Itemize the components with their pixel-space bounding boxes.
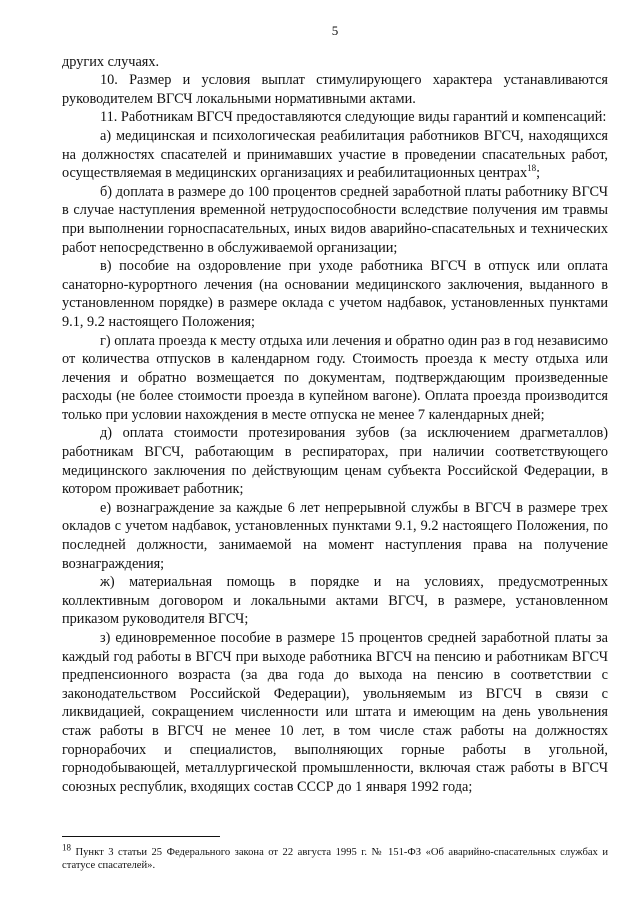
item-g: г) оплата проезда к месту отдыха или лечения и обратно один раз в год независимо от количества отпусков в календарном году. Стоимость проезда к месту отдыха или лечения и обратно возмещается по документам, подтверждающим произведенные расходы (не более стоимости проезда в купейном вагоне). Оплата проезда производится только при условии нахождения в месте отпуска не менее 7 календарных дней;: [62, 332, 608, 423]
footnote-ref-18: 18: [527, 163, 537, 174]
item-zh: ж) материальная помощь в порядке и на условиях, предусмотренных коллективным договором и локальными актами ВГСЧ, в размере, установленном приказом руководителя ВГСЧ;: [62, 574, 608, 628]
footnote-text: Пункт 3 статьи 25 Федерального закона от 22 августа 1995 г. № 151-ФЗ «Об аварийно-спасательных службах и статусе спасателей».: [62, 847, 608, 871]
item-a-text: а) медицинская и психологическая реабилитация работников ВГСЧ, находящихся на должностях спасателей и принимавших участие в проведении спасательных работ, осуществляемая в медицинских организациях и реабилитационных центрах: [62, 127, 608, 182]
footnote-mark: 18: [62, 842, 71, 853]
paragraph-10: 10. Размер и условия выплат стимулирующего характера устанавливаются руководителем ВГСЧ локальными нормативными актами.: [62, 72, 608, 107]
item-a-end: ;: [536, 165, 541, 182]
item-d: д) оплата стоимости протезирования зубов (за исключением драгметаллов) работникам ВГСЧ, работающим в респираторах, при наличии соответствующего медицинского заключения по действующим ценам субъекта Российской Федерации, в котором проживает работник;: [62, 425, 608, 498]
page-number: 5: [331, 23, 339, 38]
item-e: е) вознаграждение за каждые 6 лет непрерывной службы в ВГСЧ в размере трех окладов с учетом надбавок, установленных пунктами 9.1, 9.2 настоящего Положения, по последней должности, занимаемой на момент наступления права на получение вознаграждения;: [62, 499, 608, 572]
paragraph-11: 11. Работникам ВГСЧ предоставляются следующие виды гарантий и компенсаций:: [100, 109, 607, 126]
item-a: [62, 127, 608, 183]
item-b: б) доплата в размере до 100 процентов средней заработной платы работнику ВГСЧ в случае наступления временной нетрудоспособности вследствие получения им травмы при выполнении горноспасательных, иных видов аварийно-спасательных и технических работ непосредственно в обслуживаемой организации;: [62, 183, 608, 256]
footnote: [62, 842, 608, 872]
footnote-separator: [62, 836, 220, 837]
item-z: з) единовременное пособие в размере 15 процентов средней заработной платы за каждый год работы в ВГСЧ при выходе работника ВГСЧ на пенсию и работникам ВГСЧ предпенсионного возраста (за два года до выхода на пенсию в соответствии с законодательством Российской Федерации), увольняемым из ВГСЧ в связи с ликвидацией, сокращением численности или штата и имеющим на день увольнения стаж работы в ВГСЧ не менее 10 лет, в том числе стаж работы на должностях горнорабочих и специалистов, выполняющих горные работы в угольной, горнодобывающей, металлургической промышленности, включая стаж работы в ВГСЧ союзных республик, входящих состав СССР до 1 января 1992 года;: [62, 630, 608, 795]
paragraph-continuation: других случаях.: [62, 53, 160, 70]
item-v: в) пособие на оздоровление при уходе работника ВГСЧ в отпуск или оплата санаторно-курортного лечения (на основании медицинского заключения, выданного в установленном порядке) в размере оклада с учетом надбавок, установленных пунктами 9.1, 9.2 настоящего Положения;: [62, 258, 608, 330]
